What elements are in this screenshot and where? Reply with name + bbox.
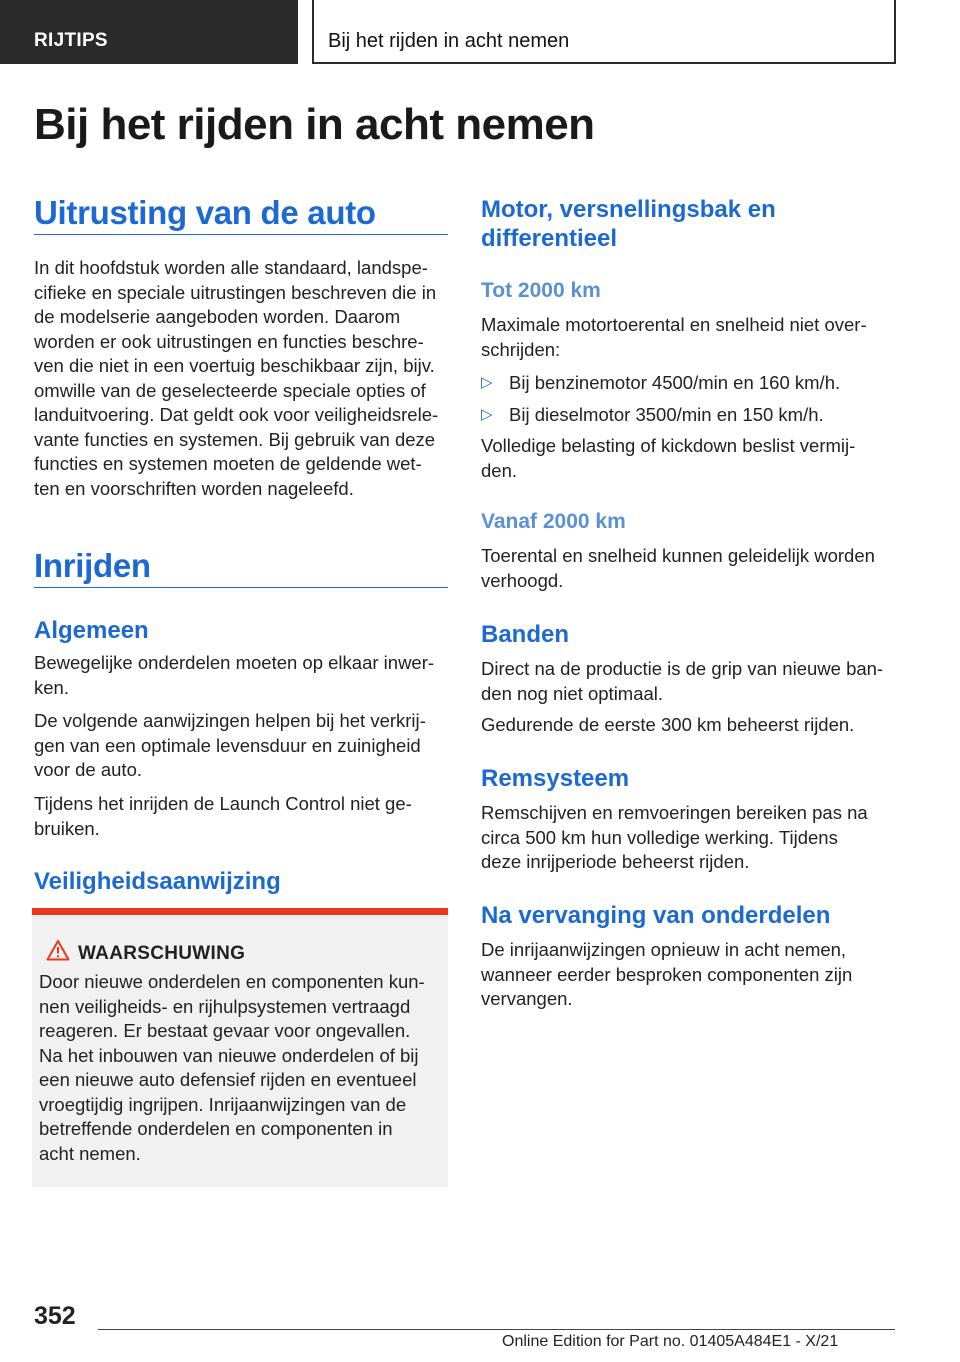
heading-rule xyxy=(34,234,448,235)
replacement-paragraph: De inrijaanwijzingen opnieuw in acht nemen, wanneer eerder besproken componenten zijn vervangen. xyxy=(481,939,853,1009)
list-item-text: Bij dieselmotor 3500/min en 150 km/h. xyxy=(509,404,824,425)
list-item xyxy=(481,371,895,395)
heading-equipment: Uitrusting van de auto xyxy=(34,194,376,231)
heading-brakes: Remsysteem xyxy=(481,765,630,792)
warning-box xyxy=(32,908,448,1187)
heading-breakin: Inrijden xyxy=(34,547,151,584)
general-paragraph-1: Bewegelijke onderdelen moeten op elkaar inwer- ken. xyxy=(34,652,435,698)
brakes-paragraph: Remschijven en remvoeringen bereiken pas na circa 500 km hun volledige werking. Tijdens deze inrijperiode beheerst rijden. xyxy=(481,802,868,872)
upto-paragraph: Maximale motortoerental en snelheid niet over- schrijden: xyxy=(481,314,867,360)
upto-paragraph-2: Volledige belasting of kickdown beslist vermij- den. xyxy=(481,435,856,481)
from-paragraph: Toerental en snelheid kunnen geleidelijk worden verhoogd. xyxy=(481,545,875,591)
tyres-paragraph-2: Gedurende de eerste 300 km beheerst rijden. xyxy=(481,714,855,735)
heading-replacement: Na vervanging van onderdelen xyxy=(481,902,831,929)
page-number: 352 xyxy=(34,1302,76,1330)
footer-edition: Online Edition for Part no. 01405A484E1 - X/21 xyxy=(502,1333,839,1350)
chapter-tab: RIJTIPS xyxy=(0,0,298,64)
warning-triangle-icon xyxy=(46,939,70,961)
general-paragraph-2: De volgende aanwijzingen helpen bij het verkrij- gen van een optimale levensduur en zuinigheid voor de auto. xyxy=(34,710,426,780)
tyres-paragraph-1: Direct na de productie is de grip van nieuwe ban- den nog niet optimaal. xyxy=(481,658,884,704)
heading-rule xyxy=(34,587,448,588)
triangle-bullet-icon: ▷ xyxy=(481,374,493,391)
heading-tyres: Banden xyxy=(481,621,570,648)
list-item xyxy=(481,403,895,427)
heading-upto-2000: Tot 2000 km xyxy=(481,279,601,302)
heading-safety: Veiligheidsaanwijzing xyxy=(34,868,281,895)
warning-text: Door nieuwe onderdelen en componenten kun- nen veiligheids- en rijhulpsystemen vertraagd reageren. Er bestaat gevaar voor ongevallen. Na het inbouwen van nieuwe onderdelen of bij een nieuwe auto defensief rijden en eventueel vroegtijdig ingrijpen. Inrijaanwijzingen van de betreffende onderdelen en componenten in acht nemen. xyxy=(39,971,425,1164)
footer-rule xyxy=(98,1329,895,1330)
heading-engine: Motor, versnellingsbak en differentieel xyxy=(481,196,776,252)
list-item-text: Bij benzinemotor 4500/min en 160 km/h. xyxy=(509,372,841,393)
page-title: Bij het rijden in acht nemen xyxy=(34,100,595,149)
section-header: Bij het rijden in acht nemen xyxy=(312,0,896,64)
general-paragraph-3: Tijdens het inrijden de Launch Control niet ge- bruiken. xyxy=(34,793,412,839)
equipment-paragraph: In dit hoofdstuk worden alle standaard, landspe- cifieke en speciale uitrustingen beschreven die in de modelserie aangeboden worden. Daarom worden er ook uitrustingen en functies beschre- ven die niet in een voertuig beschikbaar zijn, bijv. omwille van de geselecteerde speciale opties of landuitvoering. Dat geldt ook voor veiligheidsrele- vante functies en systemen. Bij gebruik van deze functies en systemen moeten de geldende wet- ten en voorschriften worden nageleefd. xyxy=(34,257,439,499)
warning-title: WAARSCHUWING xyxy=(78,943,246,964)
heading-general: Algemeen xyxy=(34,617,149,644)
triangle-bullet-icon: ▷ xyxy=(481,406,493,423)
heading-from-2000: Vanaf 2000 km xyxy=(481,510,626,533)
